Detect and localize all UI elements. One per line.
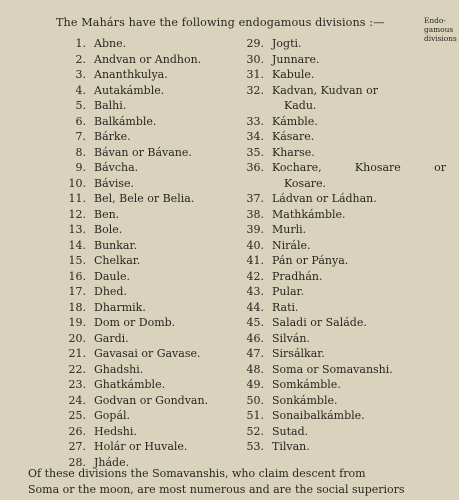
division-row (236, 83, 456, 99)
division-name: Junnare. (272, 52, 320, 66)
division-row (58, 98, 238, 114)
division-row (58, 145, 238, 161)
division-row (236, 439, 456, 455)
division-name: Saladi or Saláde. (272, 316, 367, 329)
division-number: 48. (246, 362, 264, 376)
division-row (236, 222, 456, 238)
division-row (58, 52, 238, 68)
division-row (58, 346, 238, 362)
division-number: 31. (246, 68, 264, 81)
division-number: 33. (246, 114, 264, 128)
division-row (58, 253, 238, 269)
division-name: Gavasai or Gavase. (94, 347, 201, 360)
division-number: 7. (75, 130, 86, 143)
division-number: 37. (246, 192, 264, 205)
division-name: Silván. (272, 331, 310, 345)
division-name: Dharmik. (94, 300, 146, 314)
division-row (236, 176, 456, 192)
division-number: 50. (246, 393, 264, 407)
division-row (236, 67, 456, 83)
division-row (236, 346, 456, 362)
division-name: Sirsálkar. (272, 347, 325, 360)
division-number: 28. (68, 455, 86, 469)
division-row (58, 439, 238, 455)
division-name: Ládvan or Ládhan. (272, 192, 377, 205)
division-number: 21. (68, 347, 86, 360)
right-division-list (236, 36, 456, 455)
division-name (272, 160, 456, 176)
division-row (58, 300, 238, 316)
division-name: Bunkar. (94, 238, 138, 252)
division-name: Tilvan. (272, 440, 310, 453)
division-number: 29. (246, 37, 264, 50)
division-name: Bávise. (94, 176, 135, 190)
footer-line: Soma or the moon, are most numerous and are the social superiors (28, 483, 405, 496)
division-row (58, 160, 238, 176)
division-row (236, 393, 456, 409)
division-number: 13. (68, 223, 86, 236)
division-number: 43. (246, 285, 264, 298)
division-name-word: Kochare, (272, 161, 322, 174)
division-number: 53. (246, 440, 264, 453)
division-name: Ben. (94, 207, 120, 221)
division-name: Dom or Domb. (94, 316, 176, 329)
division-number: 2. (75, 52, 86, 66)
division-row (58, 393, 238, 409)
division-row (236, 315, 456, 331)
division-number: 39. (246, 223, 264, 236)
division-number: 6. (75, 114, 86, 128)
division-name: Mathkámble. (272, 207, 346, 221)
division-name: Pán or Pánya. (272, 254, 349, 267)
division-number: 27. (68, 440, 86, 453)
division-row (236, 160, 456, 176)
division-number: 36. (246, 161, 264, 174)
margin-note-line: gamous (424, 25, 454, 34)
division-name: Balhi. (94, 99, 127, 112)
division-name: Sonaibalkámble. (272, 409, 365, 422)
division-number: 11. (68, 192, 86, 205)
division-number: 25. (68, 409, 86, 422)
division-row (236, 331, 456, 347)
division-number: 16. (68, 269, 86, 283)
division-row (236, 377, 456, 393)
left-division-list (58, 36, 238, 470)
division-name: Hedshi. (94, 424, 137, 438)
division-name: Kadvan, Kudvan or (272, 83, 379, 97)
division-name: Sutad. (272, 424, 309, 438)
margin-note-line: Endo- (424, 16, 446, 25)
division-number: 38. (246, 207, 264, 221)
division-name: Kabule. (272, 68, 315, 81)
division-number: 19. (68, 316, 86, 329)
division-row (236, 207, 456, 223)
division-name: Gopál. (94, 409, 131, 422)
division-number: 51. (246, 409, 264, 422)
division-name: Ananthkulya. (94, 68, 168, 81)
division-number: 18. (68, 300, 86, 314)
division-name: Dhed. (94, 285, 127, 298)
intro-text: The Mahárs have the following endogamous divisions :— (56, 16, 385, 29)
division-row (58, 238, 238, 254)
division-name: Bávan or Bávane. (94, 145, 192, 159)
division-name: Bávcha. (94, 161, 139, 174)
footer-line: Of these divisions the Somavanshis, who claim descent from (28, 467, 366, 480)
division-number: 1. (75, 37, 86, 50)
division-name: Rati. (272, 300, 299, 314)
division-row (58, 424, 238, 440)
division-row (58, 222, 238, 238)
division-number: 5. (75, 99, 86, 112)
division-name: Jogti. (272, 37, 302, 50)
division-name: Bel, Bele or Belia. (94, 192, 195, 205)
division-number: 35. (246, 145, 264, 159)
division-row (58, 207, 238, 223)
division-number: 46. (246, 331, 264, 345)
division-row (236, 300, 456, 316)
division-row (236, 269, 456, 285)
division-number: 24. (68, 393, 86, 407)
division-row (58, 408, 238, 424)
division-number: 34. (246, 130, 264, 143)
division-row (236, 52, 456, 68)
division-name: Kámble. (272, 114, 318, 128)
division-row (236, 238, 456, 254)
division-row (58, 129, 238, 145)
division-number: 10. (68, 176, 86, 190)
footer-paragraph (28, 466, 448, 498)
division-row (58, 191, 238, 207)
division-number: 14. (68, 238, 86, 252)
division-name: Balkámble. (94, 114, 157, 128)
division-name: Daule. (94, 269, 130, 283)
division-row (236, 408, 456, 424)
division-number: 41. (246, 254, 264, 267)
division-number: 32. (246, 83, 264, 97)
division-number: 22. (68, 362, 86, 376)
division-number: 12. (68, 207, 86, 221)
division-row (58, 67, 238, 83)
division-row (58, 114, 238, 130)
division-name: Jháde. (94, 455, 130, 469)
division-number: 4. (75, 83, 86, 97)
division-number: 26. (68, 424, 86, 438)
division-row (58, 176, 238, 192)
division-row (58, 377, 238, 393)
division-number: 40. (246, 238, 264, 252)
margin-note-line: divisions (424, 34, 457, 43)
division-name: Holár or Huvale. (94, 440, 188, 453)
division-row (58, 269, 238, 285)
division-name: Gardi. (94, 331, 129, 345)
division-number: 23. (68, 378, 86, 391)
division-name: Sonkámble. (272, 393, 338, 407)
division-number: 3. (75, 68, 86, 81)
division-number: 8. (75, 145, 86, 159)
division-name: Andvan or Andhon. (94, 52, 202, 66)
division-row (58, 36, 238, 52)
division-name-word: or (434, 161, 446, 174)
division-name: Chelkar. (94, 254, 141, 267)
division-number: 20. (68, 331, 86, 345)
division-name: Ghatkámble. (94, 378, 166, 391)
division-name: Murli. (272, 223, 307, 236)
division-name: Kásare. (272, 130, 315, 143)
division-name: Soma or Somavanshi. (272, 362, 393, 376)
division-number: 45. (246, 316, 264, 329)
division-number: 47. (246, 347, 264, 360)
division-row (236, 129, 456, 145)
division-number: 42. (246, 269, 264, 283)
division-row (236, 191, 456, 207)
division-row (236, 145, 456, 161)
division-row (58, 362, 238, 378)
division-number: 49. (246, 378, 264, 391)
division-row (236, 36, 456, 52)
division-number: 17. (68, 285, 86, 298)
division-row (236, 98, 456, 114)
division-name: Kosare. (284, 176, 327, 190)
division-row (58, 83, 238, 99)
division-number: 30. (246, 52, 264, 66)
division-name: Nirále. (272, 238, 311, 252)
division-row (58, 315, 238, 331)
division-row (236, 424, 456, 440)
division-number: 52. (246, 424, 264, 438)
division-row (236, 362, 456, 378)
division-name: Pradhán. (272, 269, 323, 283)
division-row (236, 114, 456, 130)
division-row (236, 284, 456, 300)
division-row (58, 284, 238, 300)
division-name: Abne. (94, 37, 127, 50)
division-name: Bole. (94, 223, 123, 236)
division-number: 44. (246, 300, 264, 314)
division-name: Pular. (272, 285, 305, 298)
division-name: Kharse. (272, 145, 315, 159)
division-name: Autakámble. (94, 83, 165, 97)
division-row (236, 253, 456, 269)
division-row (58, 331, 238, 347)
division-name: Kadu. (284, 99, 317, 112)
division-number: 15. (68, 254, 86, 267)
division-number: 9. (75, 161, 86, 174)
division-name-word: Khosare (354, 161, 401, 174)
division-name: Bárke. (94, 130, 131, 143)
division-name: Ghadshi. (94, 362, 144, 376)
division-name: Godvan or Gondvan. (94, 393, 209, 407)
division-name: Somkámble. (272, 378, 341, 391)
